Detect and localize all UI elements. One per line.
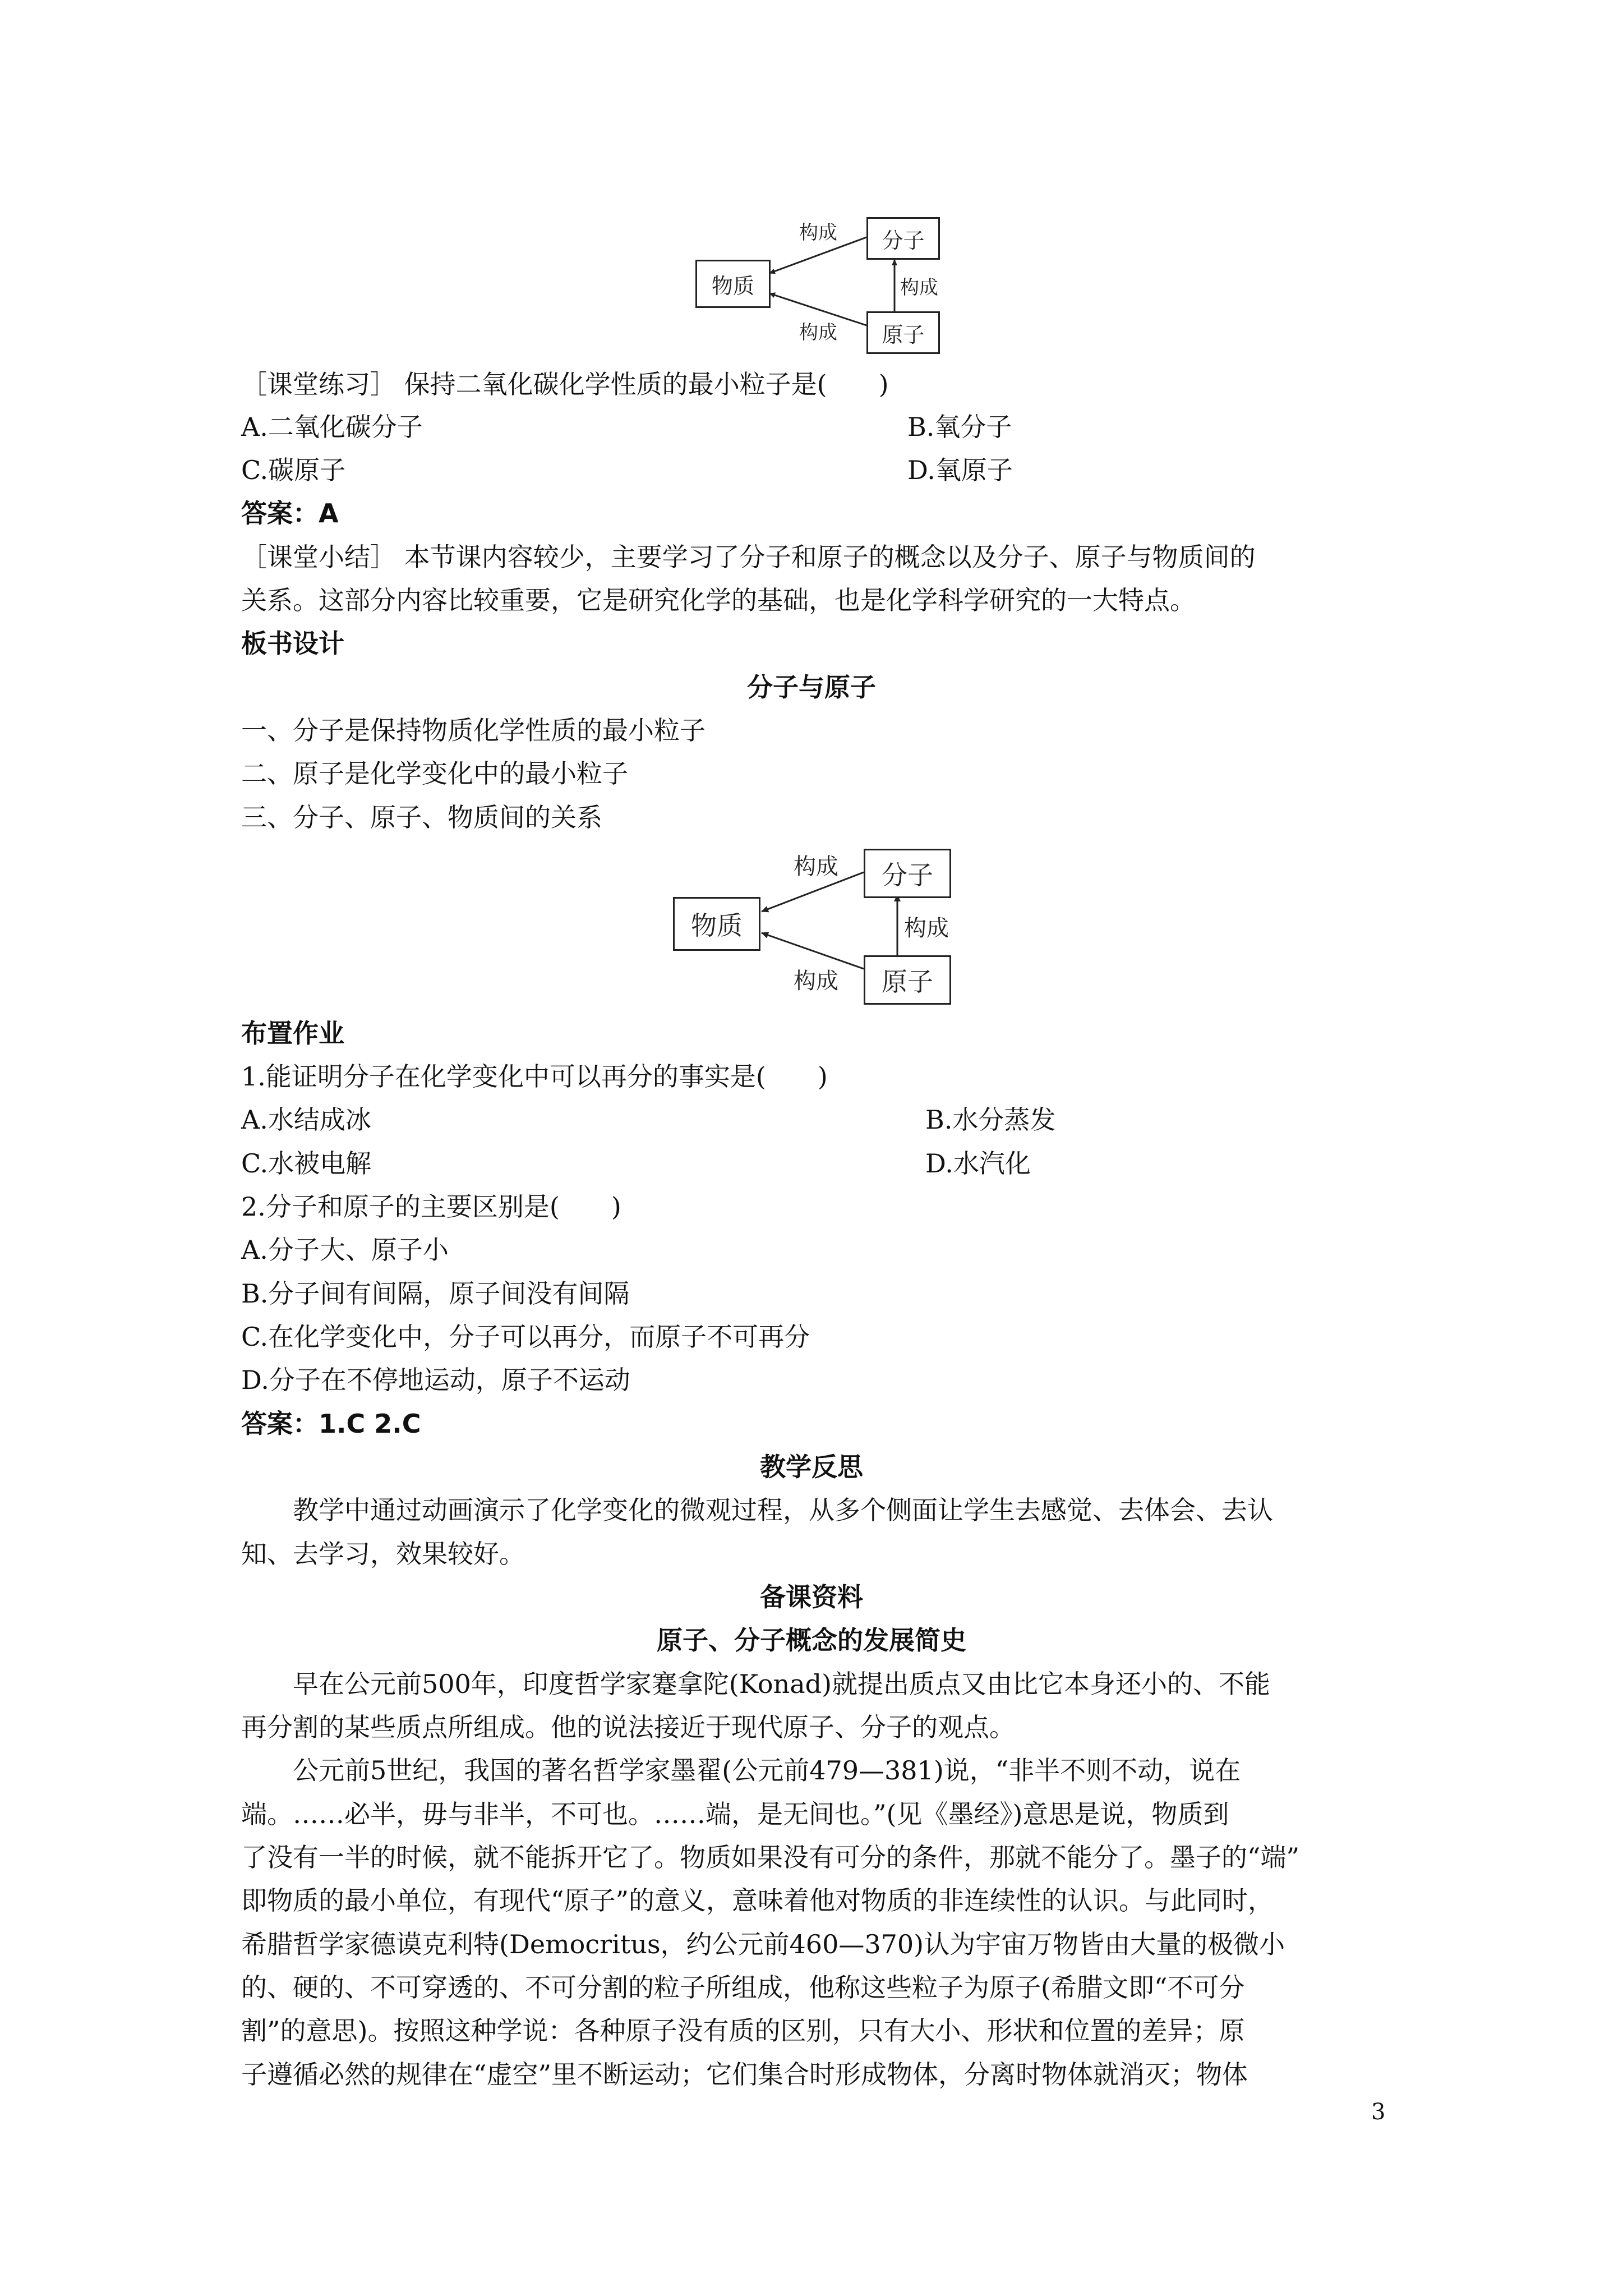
board-item-3: 三、分子、原子、物质间的关系: [241, 802, 602, 832]
homework-q1: 1.能证明分子在化学变化中可以再分的事实是( ): [241, 1061, 828, 1092]
homework-q2-option-b: B.分子间有间隔，原子间没有间隔: [241, 1278, 630, 1309]
reflection-title: 教学反思: [760, 1452, 863, 1482]
homework-q1-option-c: C.水被电解: [241, 1148, 372, 1179]
materials-p2-line-5: 希腊哲学家德谟克利特(Democritus，约公元前460—370)认为宇宙万物皆由大量的极微小: [241, 1929, 1285, 1959]
homework-q2-option-c: C.在化学变化中，分子可以再分，而原子不可再分: [241, 1322, 810, 1352]
homework-answer: 答案：1.C 2.C: [241, 1409, 421, 1439]
homework-q2-option-a: A.分子大、原子小: [241, 1235, 449, 1265]
homework-q1-option-d: D.水汽化: [925, 1148, 1031, 1179]
relation-diagram-top: [695, 210, 942, 356]
label-atom-to-matter: 构成: [794, 968, 838, 994]
practice-question: ［课堂练习］ 保持二氧化碳化学性质的最小粒子是( ): [241, 369, 889, 399]
summary-line-1: ［课堂小结］ 本节课内容较少，主要学习了分子和原子的概念以及分子、原子与物质间的: [241, 542, 1256, 572]
reflection-line-1: 教学中通过动画演示了化学变化的微观过程，从多个侧面让学生去感觉、去体会、去认: [293, 1495, 1273, 1525]
label-atom-to-matter: 构成: [799, 321, 837, 344]
node-atom: 原子: [864, 955, 951, 1005]
node-molecule: 分子: [866, 217, 940, 260]
practice-option-c: C.碳原子: [241, 455, 346, 485]
homework-q1-option-b: B.水分蒸发: [925, 1105, 1056, 1135]
homework-q2-option-d: D.分子在不停地运动，原子不运动: [241, 1365, 630, 1395]
materials-subtitle: 原子、分子概念的发展简史: [657, 1625, 966, 1655]
board-heading: 板书设计: [241, 628, 344, 659]
materials-p2-line-6: 的、硬的、不可穿透的、不可分割的粒子所组成，他称这些粒子为原子(希腊文即“不可分: [241, 1972, 1245, 2003]
practice-option-b: B.氧分子: [907, 412, 1012, 442]
practice-answer: 答案：A: [241, 498, 339, 528]
node-molecule: 分子: [864, 849, 951, 898]
summary-line-2: 关系。这部分内容比较重要，它是研究化学的基础，也是化学科学研究的一大特点。: [241, 585, 1196, 615]
board-item-2: 二、原子是化学变化中的最小粒子: [241, 758, 628, 789]
materials-p2-line-8: 子遵循必然的规律在“虚空”里不断运动；它们集合时形成物体，分离时物体就消灭；物体: [241, 2059, 1248, 2090]
node-matter: 物质: [673, 897, 760, 951]
label-molecule-to-matter: 构成: [794, 854, 838, 880]
relation-diagram-board: [673, 839, 965, 1001]
page-number: 3: [1371, 2099, 1386, 2125]
homework-q1-option-a: A.水结成冰: [241, 1105, 371, 1135]
node-atom: 原子: [866, 311, 940, 354]
materials-p1-line-1: 早在公元前500年，印度哲学家蹇拿陀(Konad)就提出质点又由比它本身还小的、不能: [293, 1669, 1271, 1699]
materials-p2-line-1: 公元前5世纪，我国的著名哲学家墨翟(公元前479—381)说，“非半不则不动，说在: [293, 1755, 1241, 1786]
practice-option-a: A.二氧化碳分子: [241, 412, 423, 442]
node-matter: 物质: [695, 260, 771, 308]
label-atom-to-molecule: 构成: [900, 277, 938, 299]
materials-title: 备课资料: [760, 1582, 863, 1612]
board-title: 分子与原子: [747, 672, 876, 702]
materials-p2-line-3: 了没有一半的时候，就不能拆开它了。物质如果没有可分的条件，那就不能分了。墨子的“端”: [241, 1842, 1300, 1872]
label-atom-to-molecule: 构成: [904, 915, 949, 941]
materials-p2-line-2: 端。……必半，毋与非半，不可也。……端，是无间也。”(见《墨经》)意思是说，物质到: [241, 1799, 1229, 1829]
practice-option-d: D.氧原子: [907, 455, 1013, 485]
homework-q2: 2.分子和原子的主要区别是( ): [241, 1191, 621, 1222]
homework-heading: 布置作业: [241, 1018, 344, 1048]
reflection-line-2: 知、去学习，效果较好。: [241, 1539, 525, 1569]
materials-p1-line-2: 再分割的某些质点所组成。他的说法接近于现代原子、分子的观点。: [241, 1712, 1015, 1742]
materials-p2-line-7: 割”的意思)。按照这种学说：各种原子没有质的区别，只有大小、形状和位置的差异；原: [241, 2016, 1245, 2046]
board-item-1: 一、分子是保持物质化学性质的最小粒子: [241, 715, 706, 746]
label-molecule-to-matter: 构成: [799, 222, 837, 244]
materials-p2-line-4: 即物质的最小单位，有现代“原子”的意义，意味着他对物质的非连续性的认识。与此同时，: [241, 1885, 1274, 1916]
